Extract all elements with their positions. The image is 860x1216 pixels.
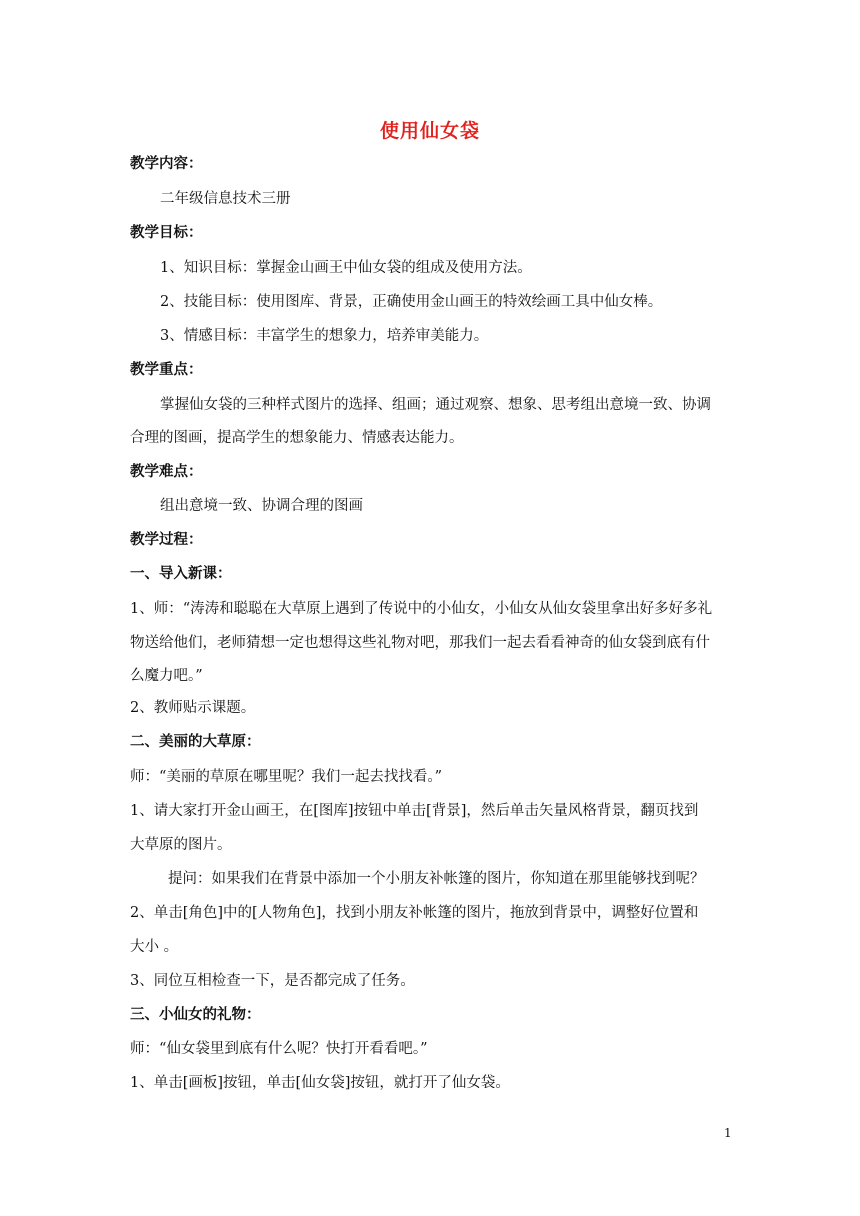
paragraph-line: 掌握仙女袋的三种样式图片的选择、组画；通过观察、想象、思考组出意境一致、协调 bbox=[160, 397, 711, 413]
paragraph-line: 么魔力吧。” bbox=[130, 668, 203, 684]
heading-teaching-goals: 教学目标： bbox=[130, 225, 203, 241]
paragraph-line: 1、请大家打开金山画王，在[图库]按钮中单击[背景]，然后单击矢量风格背景，翻页找到 bbox=[130, 803, 699, 819]
paragraph-line: 2、技能目标：使用图库、背景，正确使用金山画王的特效绘画工具中仙女棒。 bbox=[160, 294, 663, 310]
paragraph-line: 组出意境一致、协调合理的图画 bbox=[160, 498, 363, 514]
paragraph-line: 2、单击[角色]中的[人物角色]，找到小朋友补帐篷的图片，拖放到背景中，调整好位置和 bbox=[130, 905, 699, 921]
heading-teaching-process: 教学过程： bbox=[130, 532, 203, 548]
heading-teaching-content: 教学内容： bbox=[130, 156, 203, 172]
paragraph-line: 大小 。 bbox=[130, 939, 179, 955]
paragraph-line: 提问：如果我们在背景中添加一个小朋友补帐篷的图片，你知道在那里能够找到呢？ bbox=[168, 871, 705, 887]
section-heading-fairy-gift: 三、小仙女的礼物： bbox=[130, 1007, 261, 1023]
paragraph-line: 合理的图画，提高学生的想象能力、情感表达能力。 bbox=[130, 430, 464, 446]
paragraph-line: 师：“美丽的草原在哪里呢？我们一起去找找看。” bbox=[130, 769, 443, 785]
paragraph-line: 大草原的图片。 bbox=[130, 837, 232, 853]
paragraph-line: 3、同位互相检查一下，是否都完成了任务。 bbox=[130, 973, 415, 989]
paragraph-line: 物送给他们，老师猜想一定也想得这些礼物对吧，那我们一起去看看神奇的仙女袋到底有什 bbox=[130, 635, 710, 651]
paragraph-line: 师：“仙女袋里到底有什么呢？快打开看看吧。” bbox=[130, 1041, 428, 1057]
paragraph-line: 二年级信息技术三册 bbox=[160, 191, 291, 207]
page-number: 1 bbox=[724, 1126, 732, 1140]
section-heading-intro: 一、导入新课： bbox=[130, 566, 232, 582]
heading-key-points: 教学重点： bbox=[130, 362, 203, 378]
paragraph-line: 1、单击[画板]按钮，单击[仙女袋]按钮，就打开了仙女袋。 bbox=[130, 1075, 510, 1091]
paragraph-line: 1、知识目标：掌握金山画王中仙女袋的组成及使用方法。 bbox=[160, 260, 532, 276]
paragraph-line: 2、教师贴示课题。 bbox=[130, 700, 256, 716]
paragraph-line: 3、情感目标：丰富学生的想象力，培养审美能力。 bbox=[160, 328, 489, 344]
paragraph-line: 1、师：“涛涛和聪聪在大草原上遇到了传说中的小仙女，小仙女从仙女袋里拿出好多好多礼 bbox=[130, 601, 713, 617]
section-heading-grassland: 二、美丽的大草原： bbox=[130, 734, 261, 750]
heading-difficulties: 教学难点： bbox=[130, 464, 203, 480]
document-title: 使用仙女袋 bbox=[379, 120, 480, 142]
